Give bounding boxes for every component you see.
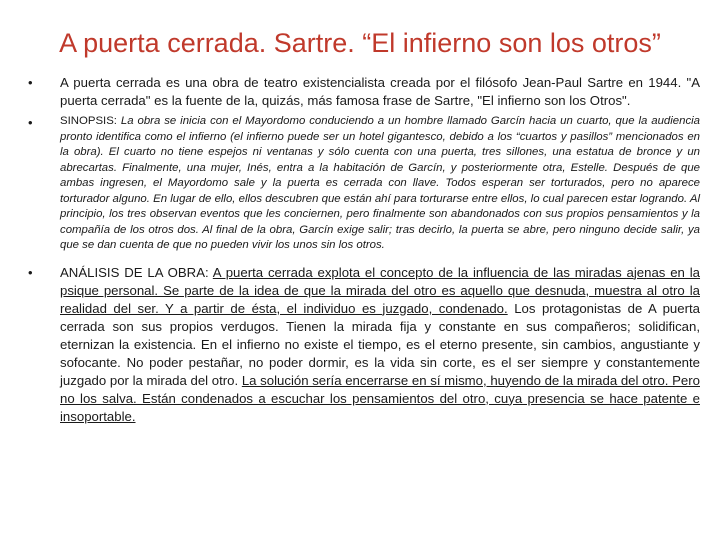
bullet-analysis (28, 264, 700, 426)
analysis-heading: ANÁLISIS DE LA OBRA: (60, 264, 209, 280)
synopsis-heading: SINOPSIS: (60, 115, 117, 127)
bullet-dot: • (28, 75, 33, 90)
bullet-synopsis (28, 114, 700, 254)
bullet-list (28, 74, 700, 426)
analysis-plain-text: Los protagonistas de A puerta cerrada son sus propios verdugos. Tienen la mirada fija y constante en sus compañeros; solidifican, eternizan la existencia. En el infierno no existe el tiempo, es el eterno presente, sin cambios, angustiante y sofocante. No poder pestañar, no poder dormir, es la vida sin corte, es el ser siempre y constantemente juzgado por la mirada del otro. (60, 300, 700, 388)
bullet-dot: • (28, 115, 33, 130)
analysis-underlined-1: A puerta cerrada explota el concepto de la influencia de las miradas ajenas en la psique personal. Se parte de la idea de que la mirada del otro es aquello que desnuda, muestra al otro la realidad del ser. Y a partir de ésta, el individuo es juzgado, condenado. (60, 264, 701, 316)
synopsis-text: La obra se inicia con el Mayordomo conduciendo a un hombre llamado Garcín hacia un cuarto, que la audiencia pronto identifica como el infierno (el infierno puede ser un hotel gigantesco, debido a los “cuartos y pasillos” mencionados en la obra). El cuarto no tiene espejos ni ventanas y sólo cuenta con una puerta, tres sillones, una estatua de bronce y un abrecartas. Finalmente, una mujer, Inés, entra a la habitación de Garcín, y posteriormente otra, Estelle. Después de que ambas ingresen, el Mayordomo sale y la puerta es cerrada con llave. Todos esperan ser torturados, pero no aparece torturador alguno. En lugar de ello, ellos descubren que están ahí para torturarse entre ellos, lo cual parecen estar logrando. Al principio, los tres observan eventos que les conciernen, pero finalmente son abandonados con sus propios pensamientos y la compañía de los otros dos. Al final de la obra, Garcín exige salir; tras decirlo, la puerta se abre, pero ninguno decide salir, ya que se dan cuenta de que no pueden vivir los unos sin los otros. (60, 115, 701, 251)
bullet-intro-text: A puerta cerrada es una obra de teatro existencialista creada por el filósofo Jean-Paul Sartre en 1944. "A puerta cerrada" es la fuente de la, quizás, más famosa frase de Sartre, "El infierno son los Otros". (60, 75, 700, 108)
bullet-intro (28, 74, 700, 110)
bullet-dot: • (28, 264, 33, 280)
analysis-underlined-2: La solución sería encerrarse en sí mismo, huyendo de la mirada del otro. Pero no los salva. Están condenados a escuchar los pensamientos del otro, cuya presencia se hace patente e insoportable. (60, 372, 700, 424)
slide-title: A puerta cerrada. Sartre. “El infierno son los otros” (59, 28, 661, 58)
